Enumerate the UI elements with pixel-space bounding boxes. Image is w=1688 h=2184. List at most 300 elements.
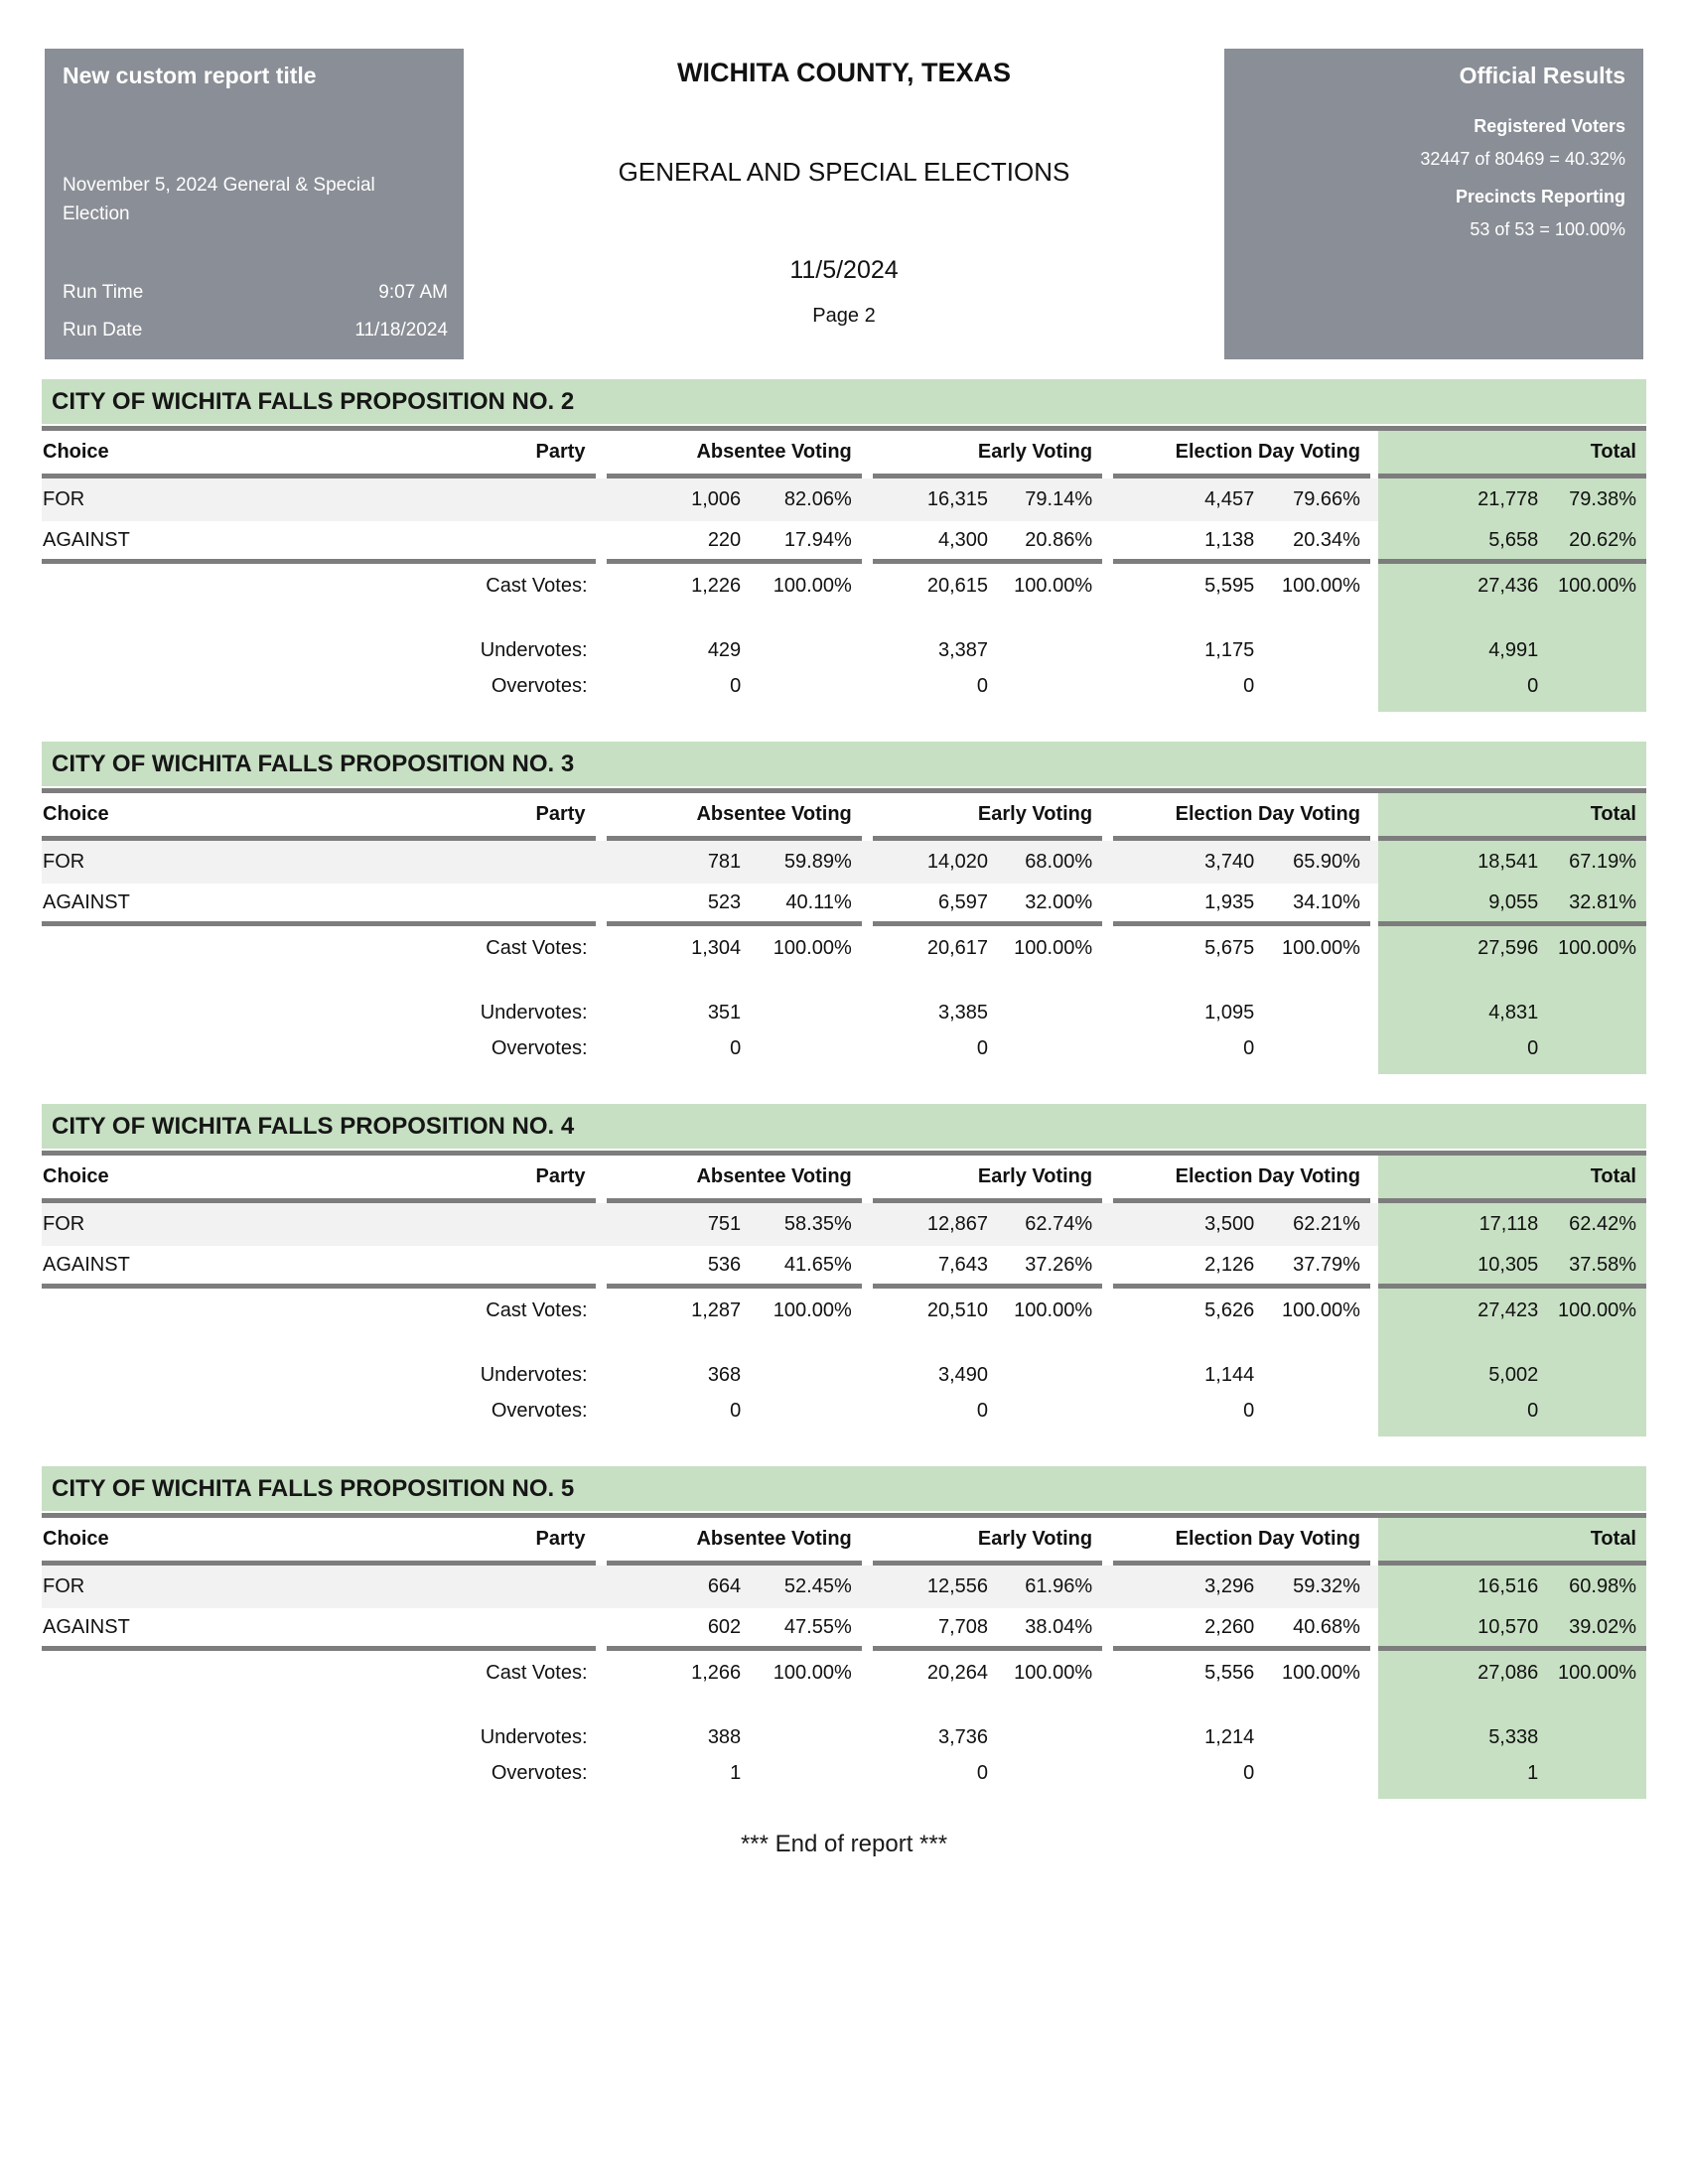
total-cast-votes-percent: 100.00% (1540, 1289, 1646, 1332)
column-header-row (42, 1156, 1646, 1203)
absentee-cast-votes-count: 1,287 (691, 1298, 742, 1321)
choice-name: AGAINST (42, 1608, 362, 1651)
election_day-undervotes-blank (1256, 995, 1370, 1030)
column-gap (596, 1719, 607, 1755)
total-cast-votes-percent: 100.00% (1540, 564, 1646, 608)
early-undervotes-count: 3,490 (937, 1363, 989, 1386)
election_day-vote-percent: 59.32% (1256, 1566, 1370, 1608)
cast-votes-row (42, 564, 1646, 608)
column-gap (1102, 884, 1113, 926)
cast-votes-label: Cast Votes: (486, 936, 588, 959)
total-cast-votes-count: 27,436 (1378, 564, 1540, 608)
early-cast-votes-percent: 100.00% (1014, 936, 1093, 959)
choice-party (362, 521, 595, 564)
early-vote-count: 16,315 (873, 478, 990, 521)
spacer (42, 970, 1378, 995)
absentee-overvotes-count: 0 (730, 1036, 742, 1059)
undervotes-row (42, 632, 1646, 668)
total-undervotes-count: 5,002 (1378, 1357, 1540, 1393)
election_day-vote-percent: 40.68% (1256, 1608, 1370, 1651)
column-gap (862, 1608, 873, 1651)
column-gap (596, 1357, 607, 1393)
column-gap (862, 478, 873, 521)
column-gap (1370, 1289, 1378, 1332)
total-undervotes-count: 4,831 (1378, 995, 1540, 1030)
choice-party (362, 1608, 595, 1651)
column-gap (596, 1393, 607, 1429)
choice-column-header: Choice (42, 431, 362, 478)
election_day-undervotes-blank (1256, 1719, 1370, 1755)
election_day-cast-votes-count: 5,595 (1204, 574, 1255, 597)
early-overvotes-blank (990, 1030, 1102, 1066)
choice-column-header: Choice (42, 793, 362, 841)
report-header (0, 0, 1688, 379)
early-voting-header: Early Voting (873, 1518, 1102, 1566)
absentee-vote-count: 523 (607, 884, 743, 926)
absentee-vote-percent: 47.55% (743, 1608, 862, 1651)
early-voting-header: Early Voting (873, 431, 1102, 478)
column-gap (862, 1651, 873, 1695)
spacer-row (42, 1332, 1646, 1357)
bottom-pad-row (42, 1066, 1646, 1074)
early-vote-count: 12,556 (873, 1566, 990, 1608)
undervotes-row (42, 1719, 1646, 1755)
election_day-cast-votes-percent: 100.00% (1282, 1298, 1360, 1321)
total-vote-count: 18,541 (1378, 841, 1540, 884)
absentee-vote-percent: 17.94% (743, 521, 862, 564)
column-gap (596, 431, 607, 478)
contest-title: CITY OF WICHITA FALLS PROPOSITION NO. 5 (42, 1466, 1646, 1511)
absentee-overvotes-blank (743, 1393, 862, 1429)
total-vote-count: 9,055 (1378, 884, 1540, 926)
absentee-vote-count: 1,006 (607, 478, 743, 521)
absentee-overvotes-count: 0 (730, 674, 742, 697)
column-gap (596, 995, 607, 1030)
spacer-row (42, 608, 1646, 632)
early-vote-percent: 20.86% (990, 521, 1102, 564)
absentee-vote-percent: 52.45% (743, 1566, 862, 1608)
election_day-undervotes-count: 1,144 (1204, 1363, 1255, 1386)
early-overvotes-blank (990, 1755, 1102, 1791)
party-column-header: Party (362, 1156, 595, 1203)
absentee-vote-percent: 58.35% (743, 1203, 862, 1246)
early-overvotes-count: 0 (976, 1036, 989, 1059)
absentee-voting-header: Absentee Voting (607, 1156, 862, 1203)
choice-party (362, 1246, 595, 1289)
column-gap (1102, 1518, 1113, 1566)
total-vote-count: 21,778 (1378, 478, 1540, 521)
election_day-overvotes-blank (1256, 1393, 1370, 1429)
column-gap (1102, 1393, 1113, 1429)
absentee-voting-header: Absentee Voting (607, 431, 862, 478)
total-overvotes-blank (1540, 1393, 1646, 1429)
column-gap (1370, 1357, 1378, 1393)
column-gap (1370, 884, 1378, 926)
election_day-overvotes-count: 0 (1243, 1399, 1255, 1422)
early-overvotes-blank (990, 668, 1102, 704)
column-gap (1370, 668, 1378, 704)
election_day-vote-count: 2,260 (1113, 1608, 1256, 1651)
column-gap (596, 478, 607, 521)
overvotes-label: Overvotes: (491, 674, 588, 697)
contest-section (42, 1104, 1646, 1436)
choice-name: FOR (42, 478, 362, 521)
column-gap (862, 841, 873, 884)
column-gap (862, 884, 873, 926)
column-gap (1370, 431, 1378, 478)
precincts-reporting-label: Precincts Reporting (1455, 187, 1625, 206)
absentee-cast-votes-percent: 100.00% (773, 1298, 852, 1321)
choice-name: FOR (42, 1203, 362, 1246)
column-header-row (42, 1518, 1646, 1566)
column-gap (1370, 1719, 1378, 1755)
column-gap (1102, 841, 1113, 884)
absentee-vote-percent: 41.65% (743, 1246, 862, 1289)
absentee-vote-count: 536 (607, 1246, 743, 1289)
contest-section (42, 1466, 1646, 1799)
bottom-pad-row (42, 1791, 1646, 1799)
early-overvotes-count: 0 (976, 674, 989, 697)
spacer (42, 1791, 1378, 1799)
column-gap (1370, 1755, 1378, 1791)
party-column-header: Party (362, 1518, 595, 1566)
total-block-fill (1378, 1429, 1646, 1436)
total-overvotes-blank (1540, 1030, 1646, 1066)
column-gap (862, 1393, 873, 1429)
choice-row (42, 884, 1646, 926)
cast-votes-row (42, 1289, 1646, 1332)
total-block-fill (1378, 704, 1646, 712)
absentee-cast-votes-percent: 100.00% (773, 936, 852, 959)
column-gap (1102, 926, 1113, 970)
total-cast-votes-count: 27,086 (1378, 1651, 1540, 1695)
early-vote-percent: 62.74% (990, 1203, 1102, 1246)
choice-name: AGAINST (42, 884, 362, 926)
total-vote-count: 10,570 (1378, 1608, 1540, 1651)
absentee-vote-count: 664 (607, 1566, 743, 1608)
early-cast-votes-count: 20,617 (926, 936, 989, 959)
election_day-overvotes-count: 0 (1243, 1036, 1255, 1059)
choice-name: FOR (42, 841, 362, 884)
total-block-fill (1378, 1066, 1646, 1074)
choice-row (42, 841, 1646, 884)
column-gap (596, 1608, 607, 1651)
early-undervotes-count: 3,385 (937, 1001, 989, 1024)
column-gap (596, 1030, 607, 1066)
election_day-cast-votes-count: 5,675 (1204, 936, 1255, 959)
total-header: Total (1378, 1518, 1646, 1566)
early-voting-header: Early Voting (873, 793, 1102, 841)
election_day-vote-count: 1,138 (1113, 521, 1256, 564)
total-overvotes-blank (1540, 668, 1646, 704)
column-gap (1102, 668, 1113, 704)
column-gap (596, 1566, 607, 1608)
early-vote-count: 7,643 (873, 1246, 990, 1289)
column-gap (1370, 1566, 1378, 1608)
absentee-undervotes-count: 351 (707, 1001, 742, 1024)
cast-votes-row (42, 926, 1646, 970)
early-vote-percent: 61.96% (990, 1566, 1102, 1608)
early-vote-percent: 32.00% (990, 884, 1102, 926)
early-cast-votes-percent: 100.00% (1014, 1661, 1093, 1684)
column-gap (596, 632, 607, 668)
cast-votes-label: Cast Votes: (486, 1661, 588, 1684)
results-table (42, 793, 1646, 1074)
spacer-row (42, 1695, 1646, 1719)
choice-name: AGAINST (42, 521, 362, 564)
total-vote-percent: 62.42% (1540, 1203, 1646, 1246)
column-gap (1102, 1030, 1113, 1066)
election_day-vote-percent: 34.10% (1256, 884, 1370, 926)
column-gap (596, 1755, 607, 1791)
total-vote-count: 16,516 (1378, 1566, 1540, 1608)
total-cast-votes-count: 27,423 (1378, 1289, 1540, 1332)
column-gap (1370, 632, 1378, 668)
election_day-undervotes-count: 1,095 (1204, 1001, 1255, 1024)
column-gap (862, 521, 873, 564)
registered-voters-label: Registered Voters (1474, 116, 1625, 136)
election_day-cast-votes-percent: 100.00% (1282, 936, 1360, 959)
absentee-overvotes-blank (743, 1030, 862, 1066)
column-gap (862, 1357, 873, 1393)
column-gap (862, 1566, 873, 1608)
run-time-value: 9:07 AM (378, 282, 448, 303)
absentee-vote-count: 781 (607, 841, 743, 884)
total-cast-votes-percent: 100.00% (1540, 926, 1646, 970)
column-gap (1370, 926, 1378, 970)
early-vote-count: 6,597 (873, 884, 990, 926)
column-gap (1102, 1246, 1113, 1289)
column-gap (596, 1203, 607, 1246)
total-block-fill (1378, 1695, 1646, 1719)
column-gap (1102, 1651, 1113, 1695)
absentee-overvotes-blank (743, 668, 862, 704)
column-gap (1102, 1156, 1113, 1203)
absentee-undervotes-count: 388 (707, 1725, 742, 1748)
total-vote-percent: 60.98% (1540, 1566, 1646, 1608)
column-gap (1102, 995, 1113, 1030)
early-undervotes-blank (990, 995, 1102, 1030)
election_day-vote-percent: 37.79% (1256, 1246, 1370, 1289)
early-undervotes-count: 3,736 (937, 1725, 989, 1748)
column-gap (1370, 1246, 1378, 1289)
absentee-cast-votes-count: 1,266 (691, 1661, 742, 1684)
overvotes-row (42, 1755, 1646, 1791)
total-vote-percent: 39.02% (1540, 1608, 1646, 1651)
absentee-vote-count: 220 (607, 521, 743, 564)
overvotes-row (42, 1393, 1646, 1429)
report-title: New custom report title (63, 63, 317, 88)
column-gap (1370, 995, 1378, 1030)
overvotes-row (42, 668, 1646, 704)
results-table (42, 1156, 1646, 1436)
choice-row (42, 1566, 1646, 1608)
total-header: Total (1378, 793, 1646, 841)
absentee-vote-count: 602 (607, 1608, 743, 1651)
column-gap (596, 521, 607, 564)
column-gap (862, 1518, 873, 1566)
early-undervotes-count: 3,387 (937, 638, 989, 661)
absentee-vote-count: 751 (607, 1203, 743, 1246)
column-gap (862, 632, 873, 668)
total-block-fill (1378, 608, 1646, 632)
election_day-vote-count: 3,296 (1113, 1566, 1256, 1608)
column-gap (1370, 793, 1378, 841)
total-overvotes-count: 0 (1378, 668, 1540, 704)
run-time-label: Run Time (63, 282, 144, 303)
total-cast-votes-count: 27,596 (1378, 926, 1540, 970)
column-gap (596, 926, 607, 970)
early-vote-percent: 38.04% (990, 1608, 1102, 1651)
total-header: Total (1378, 1156, 1646, 1203)
run-date-value: 11/18/2024 (354, 320, 448, 341)
contest-section (42, 379, 1646, 712)
cast-votes-label: Cast Votes: (486, 574, 588, 597)
undervotes-row (42, 995, 1646, 1030)
absentee-vote-percent: 40.11% (743, 884, 862, 926)
official-results-panel (1224, 49, 1643, 359)
election_day-vote-count: 3,500 (1113, 1203, 1256, 1246)
election-type-title: GENERAL AND SPECIAL ELECTIONS (618, 157, 1070, 187)
election_day-vote-percent: 65.90% (1256, 841, 1370, 884)
election_day-vote-count: 3,740 (1113, 841, 1256, 884)
overvotes-label: Overvotes: (491, 1399, 588, 1422)
absentee-voting-header: Absentee Voting (607, 1518, 862, 1566)
election_day-overvotes-count: 0 (1243, 674, 1255, 697)
column-gap (862, 1289, 873, 1332)
overvotes-label: Overvotes: (491, 1036, 588, 1059)
column-gap (596, 1518, 607, 1566)
total-overvotes-count: 0 (1378, 1393, 1540, 1429)
undervotes-label: Undervotes: (480, 1363, 588, 1386)
total-vote-count: 5,658 (1378, 521, 1540, 564)
column-gap (1102, 793, 1113, 841)
spacer (42, 1695, 1378, 1719)
early-vote-count: 14,020 (873, 841, 990, 884)
total-vote-percent: 79.38% (1540, 478, 1646, 521)
spacer (42, 1066, 1378, 1074)
early-voting-header: Early Voting (873, 1156, 1102, 1203)
absentee-overvotes-blank (743, 1755, 862, 1791)
column-gap (862, 995, 873, 1030)
column-gap (1370, 478, 1378, 521)
column-gap (1102, 1566, 1113, 1608)
precincts-reporting-value: 53 of 53 = 100.00% (1470, 219, 1625, 239)
absentee-vote-percent: 59.89% (743, 841, 862, 884)
election_day-overvotes-blank (1256, 1030, 1370, 1066)
early-cast-votes-count: 20,510 (926, 1298, 989, 1321)
election-day-voting-header: Election Day Voting (1113, 793, 1370, 841)
column-header-row (42, 793, 1646, 841)
election-day-voting-header: Election Day Voting (1113, 1518, 1370, 1566)
results-table (42, 431, 1646, 712)
election_day-vote-count: 4,457 (1113, 478, 1256, 521)
column-header-row (42, 431, 1646, 478)
cast-votes-label: Cast Votes: (486, 1298, 588, 1321)
early-vote-count: 12,867 (873, 1203, 990, 1246)
election_day-cast-votes-count: 5,556 (1204, 1661, 1255, 1684)
total-overvotes-count: 1 (1378, 1755, 1540, 1791)
election_day-overvotes-blank (1256, 668, 1370, 704)
election_day-cast-votes-percent: 100.00% (1282, 1661, 1360, 1684)
total-overvotes-count: 0 (1378, 1030, 1540, 1066)
column-gap (1370, 564, 1378, 608)
overvotes-label: Overvotes: (491, 1761, 588, 1784)
column-gap (1370, 1608, 1378, 1651)
total-vote-percent: 37.58% (1540, 1246, 1646, 1289)
column-gap (1370, 841, 1378, 884)
spacer (42, 1332, 1378, 1357)
contest-results-list (0, 379, 1688, 1799)
bottom-pad-row (42, 1429, 1646, 1436)
column-gap (1102, 1608, 1113, 1651)
results-table (42, 1518, 1646, 1799)
contest-title: CITY OF WICHITA FALLS PROPOSITION NO. 2 (42, 379, 1646, 424)
absentee-cast-votes-percent: 100.00% (773, 574, 852, 597)
column-gap (596, 884, 607, 926)
total-undervotes-blank (1540, 1719, 1646, 1755)
column-gap (1102, 478, 1113, 521)
choice-column-header: Choice (42, 1518, 362, 1566)
early-cast-votes-percent: 100.00% (1014, 1298, 1093, 1321)
column-gap (596, 793, 607, 841)
run-date-label: Run Date (63, 320, 143, 341)
election_day-vote-count: 2,126 (1113, 1246, 1256, 1289)
choice-column-header: Choice (42, 1156, 362, 1203)
early-vote-count: 7,708 (873, 1608, 990, 1651)
choice-party (362, 884, 595, 926)
column-gap (862, 1755, 873, 1791)
column-gap (862, 1030, 873, 1066)
column-gap (862, 668, 873, 704)
total-undervotes-blank (1540, 1357, 1646, 1393)
election_day-vote-count: 1,935 (1113, 884, 1256, 926)
column-gap (1370, 1030, 1378, 1066)
column-gap (1102, 1357, 1113, 1393)
run-date-row (63, 320, 448, 341)
contest-title: CITY OF WICHITA FALLS PROPOSITION NO. 4 (42, 1104, 1646, 1149)
election-date: 11/5/2024 (789, 256, 899, 284)
absentee-undervotes-blank (743, 995, 862, 1030)
choice-row (42, 1203, 1646, 1246)
column-gap (1102, 1755, 1113, 1791)
column-gap (1102, 1719, 1113, 1755)
early-vote-percent: 79.14% (990, 478, 1102, 521)
election_day-overvotes-count: 0 (1243, 1761, 1255, 1784)
registered-voters-value: 32447 of 80469 = 40.32% (1420, 149, 1625, 169)
column-gap (862, 1156, 873, 1203)
absentee-cast-votes-percent: 100.00% (773, 1661, 852, 1684)
total-vote-count: 17,118 (1378, 1203, 1540, 1246)
choice-party (362, 1566, 595, 1608)
column-gap (1370, 1203, 1378, 1246)
total-vote-percent: 20.62% (1540, 521, 1646, 564)
election_day-vote-percent: 20.34% (1256, 521, 1370, 564)
end-of-report-text: *** End of report *** (740, 1831, 948, 1857)
early-cast-votes-percent: 100.00% (1014, 574, 1093, 597)
absentee-undervotes-count: 368 (707, 1363, 742, 1386)
absentee-vote-percent: 82.06% (743, 478, 862, 521)
absentee-overvotes-count: 0 (730, 1399, 742, 1422)
choice-row (42, 1246, 1646, 1289)
undervotes-row (42, 1357, 1646, 1393)
total-undervotes-count: 5,338 (1378, 1719, 1540, 1755)
election-day-voting-header: Election Day Voting (1113, 1156, 1370, 1203)
column-gap (596, 668, 607, 704)
election_day-undervotes-blank (1256, 632, 1370, 668)
column-gap (862, 926, 873, 970)
absentee-cast-votes-count: 1,304 (691, 936, 742, 959)
